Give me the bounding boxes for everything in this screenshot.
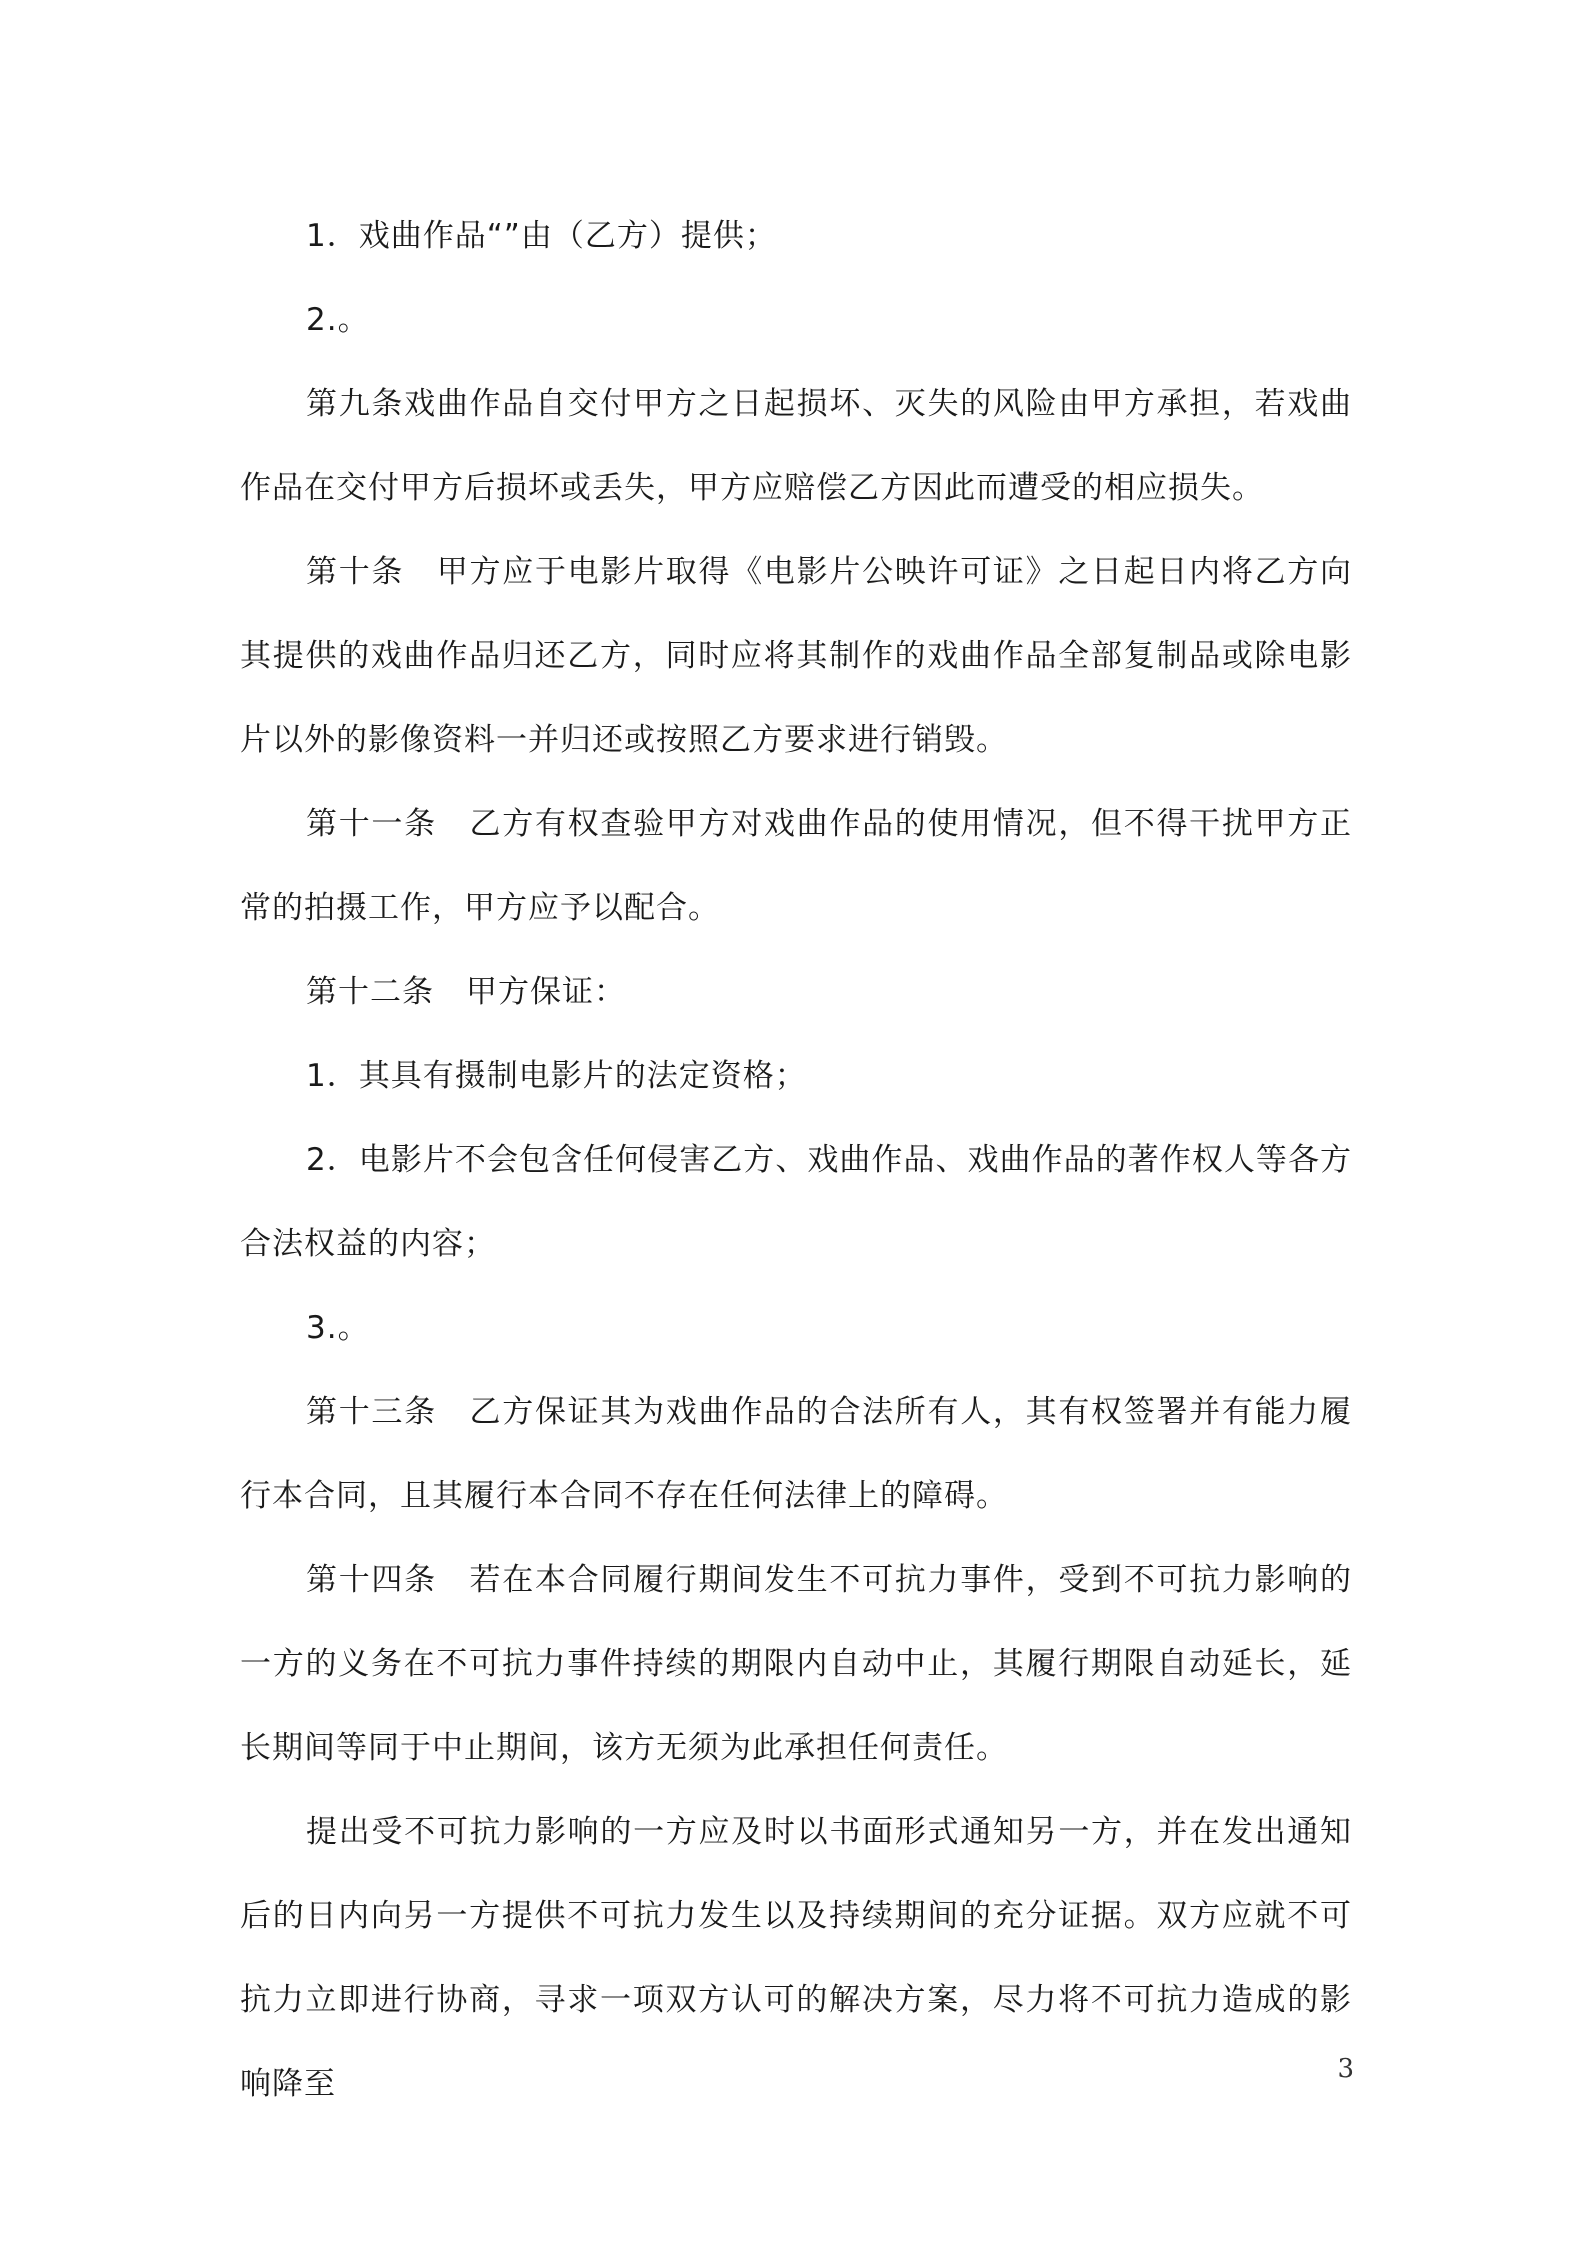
article-13: 第十三条 乙方保证其为戏曲作品的合法所有人，其有权签署并有能力履行本合同，且其履行本合同不存在任何法律上的障碍。 (240, 1394, 1352, 1514)
article-12-item-3: 3.。 (306, 1310, 370, 1346)
document-body (240, 194, 1352, 2126)
clause-item-2: 2.。 (306, 302, 370, 338)
article-11: 第十一条 乙方有权查验甲方对戏曲作品的使用情况，但不得干扰甲方正常的拍摄工作，甲方应予以配合。 (240, 806, 1352, 926)
article-12: 第十二条 甲方保证： (306, 974, 626, 1010)
article-14-continued: 提出受不可抗力影响的一方应及时以书面形式通知另一方，并在发出通知后的日内向另一方提供不可抗力发生以及持续期间的充分证据。双方应就不可抗力立即进行协商，寻求一项双方认可的解决方案，尽力将不可抗力造成的影响降至 (240, 1814, 1352, 2102)
article-12-item-2: 2．电影片不会包含任何侵害乙方、戏曲作品、戏曲作品的著作权人等各方合法权益的内容； (240, 1142, 1352, 1262)
page-number: 3 (1337, 2054, 1354, 2084)
article-10: 第十条 甲方应于电影片取得《电影片公映许可证》之日起日内将乙方向其提供的戏曲作品归还乙方，同时应将其制作的戏曲作品全部复制品或除电影片以外的影像资料一并归还或按照乙方要求进行销毁。 (240, 554, 1352, 758)
clause-item-1: 1．戏曲作品“”由（乙方）提供； (306, 218, 777, 254)
article-12-item-1: 1．其具有摄制电影片的法定资格； (306, 1058, 807, 1094)
article-9: 第九条戏曲作品自交付甲方之日起损坏、灭失的风险由甲方承担，若戏曲作品在交付甲方后损坏或丢失，甲方应赔偿乙方因此而遭受的相应损失。 (240, 386, 1352, 506)
article-14: 第十四条 若在本合同履行期间发生不可抗力事件，受到不可抗力影响的一方的义务在不可抗力事件持续的期限内自动中止，其履行期限自动延长，延长期间等同于中止期间，该方无须为此承担任何责任。 (240, 1562, 1352, 1766)
